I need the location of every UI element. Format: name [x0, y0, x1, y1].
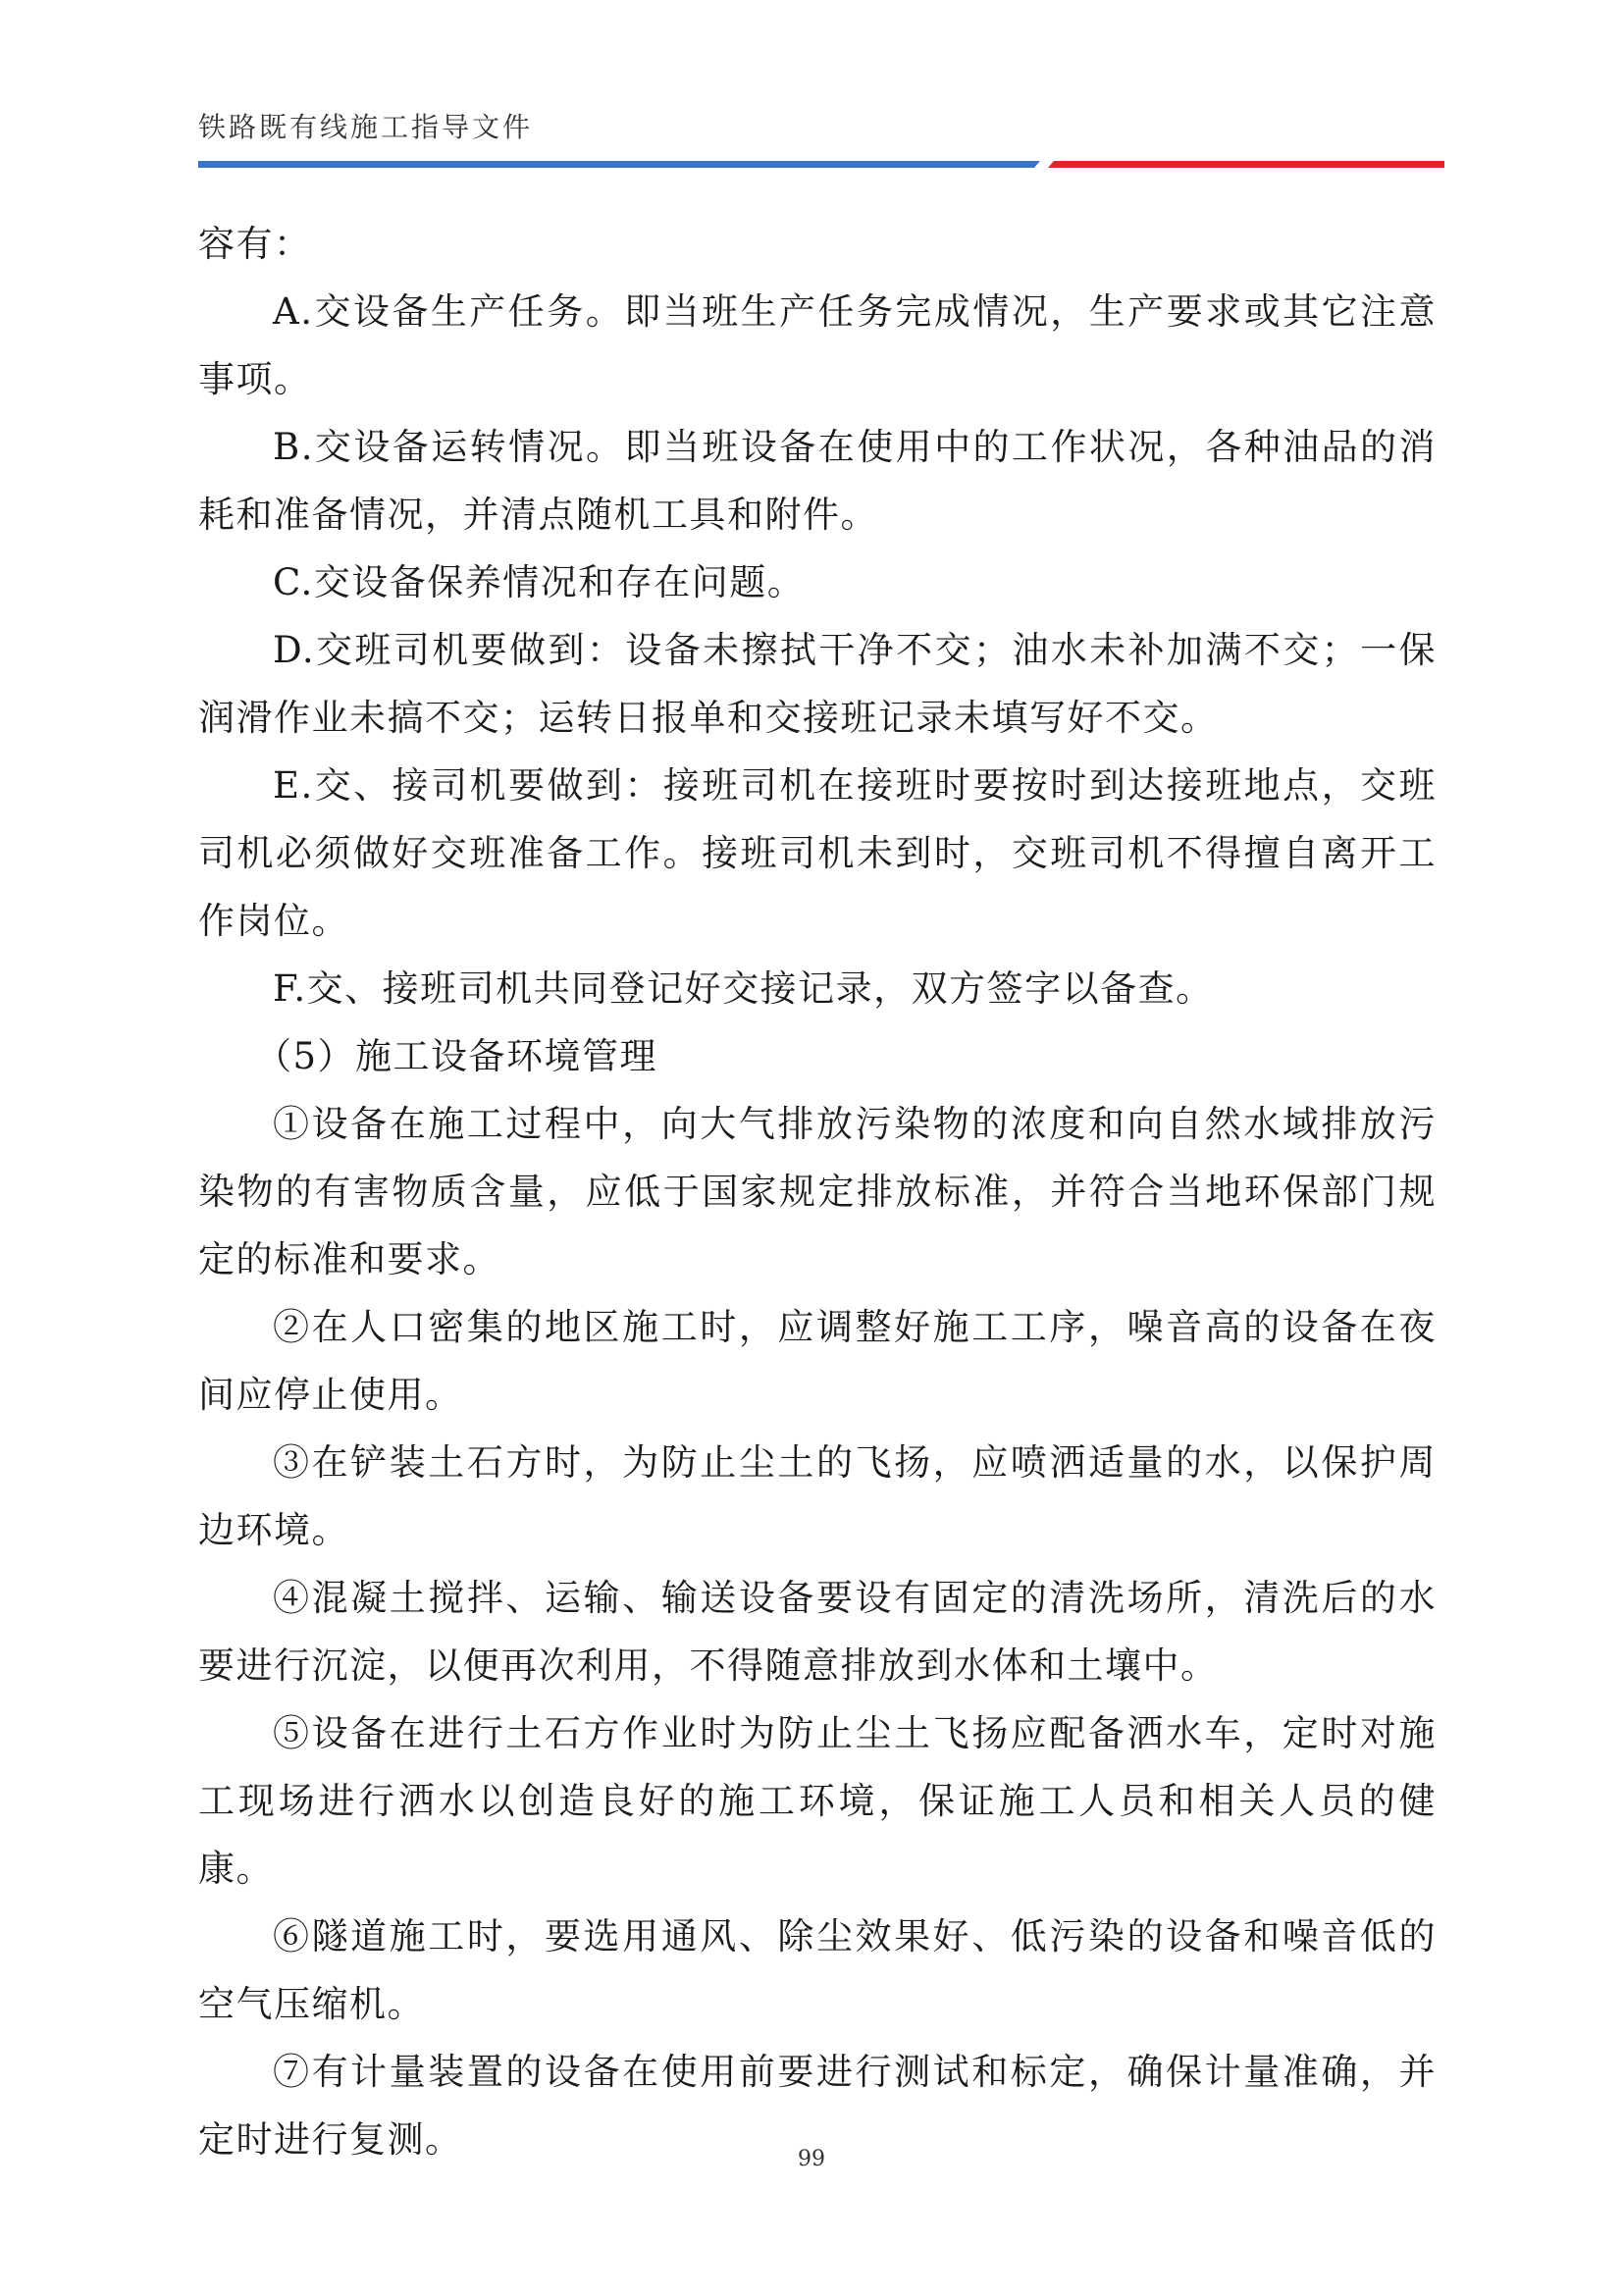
- paragraph-env-5: ⑤设备在进行土石方作业时为防止尘土飞扬应配备洒水车，定时对施工现场进行洒水以创造良好的施工环境，保证施工人员和相关人员的健康。: [198, 1712, 1437, 1890]
- paragraph-item-f: F.交、接班司机共同登记好交接记录，双方签字以备查。: [273, 967, 1214, 1010]
- page-number: 99: [798, 2147, 825, 2171]
- paragraph-item-d: D.交班司机要做到：设备未擦拭干净不交；油水未补加满不交；一保润滑作业未搞不交；运转日报单和交接班记录未填写好不交。: [198, 629, 1437, 739]
- paragraph-env-7: ⑦有计量装置的设备在使用前要进行测试和标定，确保计量准确，并定时进行复测。: [198, 2051, 1437, 2161]
- paragraph-item-e: E.交、接司机要做到：接班司机在接班时要按时到达接班地点，交班司机必须做好交班准备工作。接班司机未到时，交班司机不得擅自离开工作岗位。: [198, 764, 1437, 942]
- body-text: [198, 210, 1437, 2173]
- paragraph-item-c: C.交设备保养情况和存在问题。: [273, 561, 806, 603]
- header-rule: [198, 161, 1444, 168]
- paragraph-env-6: ⑥隧道施工时，要选用通风、除尘效果好、低污染的设备和噪音低的空气压缩机。: [198, 1915, 1437, 2025]
- header-title: 铁路既有线施工指导文件: [198, 111, 534, 143]
- paragraph-item-b: B.交设备运转情况。即当班设备在使用中的工作状况，各种油品的消耗和准备情况，并清点随机工具和附件。: [198, 426, 1437, 536]
- header-rule-blue: [198, 161, 1044, 168]
- paragraph-env-2: ②在人口密集的地区施工时，应调整好施工工序，噪音高的设备在夜间应停止使用。: [198, 1306, 1437, 1416]
- header-rule-red: [1044, 161, 1444, 168]
- paragraph-env-4: ④混凝土搅拌、运输、输送设备要设有固定的清洗场所，清洗后的水要进行沉淀，以便再次利用，不得随意排放到水体和土壤中。: [198, 1577, 1437, 1687]
- section-heading: （5）施工设备环境管理: [255, 1035, 658, 1077]
- paragraph-continuation: 容有：: [198, 223, 312, 265]
- paragraph-item-a: A.交设备生产任务。即当班生产任务完成情况，生产要求或其它注意事项。: [198, 290, 1437, 400]
- paragraph-env-3: ③在铲装土石方时，为防止尘土的飞扬，应喷洒适量的水，以保护周边环境。: [198, 1441, 1437, 1551]
- paragraph-env-1: ①设备在施工过程中，向大气排放污染物的浓度和向自然水域排放污染物的有害物质含量，应低于国家规定排放标准，并符合当地环保部门规定的标准和要求。: [198, 1103, 1437, 1280]
